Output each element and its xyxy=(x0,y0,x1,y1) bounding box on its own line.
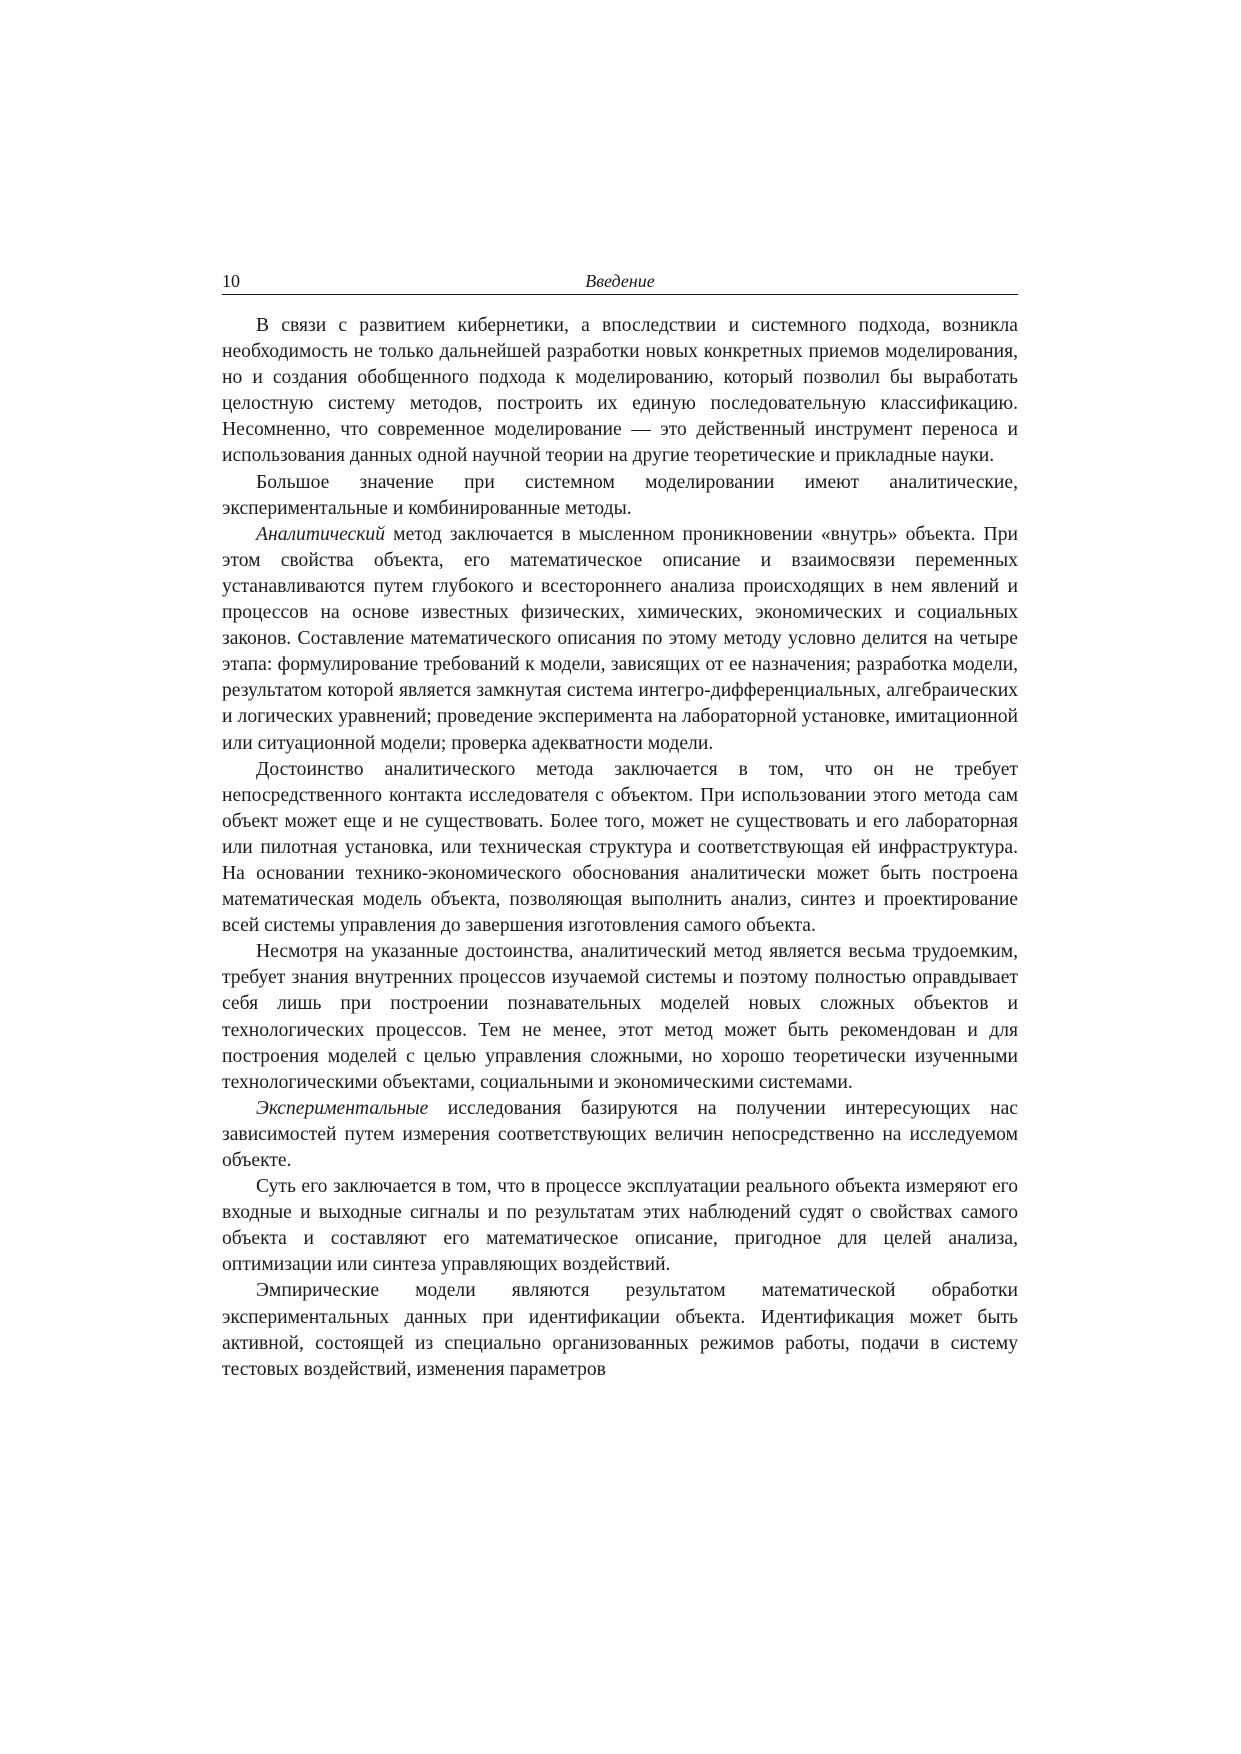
paragraph-text: В связи с развитием кибернетики, а впоследствии и системного подхода, возникла необходимость не только дальнейшей разработки новых конкретных приемов моделирования, но и создания обобщенного подхода к моделированию, который позволил бы выработать целостную систему методов, построить их единую последовательную классификацию. Несомненно, что современное моделирование — это действенный инструмент переноса и использования данных одной научной теории на другие теоретические и прикладные науки. xyxy=(222,315,1018,467)
paragraph-text: Большое значение при системном моделировании имеют аналитические, экспериментальные и комбинированные методы. xyxy=(222,471,1018,519)
book-page xyxy=(222,268,1018,1383)
paragraph xyxy=(222,1096,1018,1174)
term-analytical: Аналитический xyxy=(256,523,386,545)
paragraph-text: Достоинство аналитического метода заключается в том, что он не требует непосредственного контакта исследователя с объектом. При использовании этого метода сам объект может еще и не существовать. Более того, может не существовать и его лабораторная или пилотная установка, или техническая структура и соответствующая ей инфраструктура. На основании технико-экономического обоснования аналитически может быть построена математическая модель объекта, позволяющая выполнить анализ, синтез и проектирование всей системы управления до завершения изготовления самого объекта. xyxy=(222,758,1018,937)
page-number: 10 xyxy=(222,271,240,291)
paragraph-text: исследования базируются на получении интересующих нас зависимостей путем измерения соответствующих величин непосредственно на исследуемом объекте. xyxy=(222,1097,1018,1171)
paragraph xyxy=(222,313,1018,470)
paragraph xyxy=(222,470,1018,522)
paragraph-text: Эмпирические модели являются результатом математической обработки экспериментальных данных при идентификации объекта. Идентификация может быть активной, состоящей из специально организованных режимов работы, подачи в систему тестовых воздействий, изменения параметров xyxy=(222,1280,1018,1380)
paragraph-text: Несмотря на указанные достоинства, аналитический метод является весьма трудоемким, требует знания внутренних процессов изучаемой системы и поэтому полностью оправдывает себя лишь при построении познавательных моделей новых сложных объектов и технологических процессов. Тем не менее, этот метод может быть рекомендован и для построения моделей с целью управления сложными, но хорошо теоретически изученными технологическими объектами, социальными и экономическими системами. xyxy=(222,941,1018,1093)
term-experimental: Экспериментальные xyxy=(256,1097,429,1119)
paragraph xyxy=(222,757,1018,940)
paragraph xyxy=(222,522,1018,757)
paragraph-text: метод заключается в мысленном проникновении «внутрь» объекта. При этом свойства объекта, его математическое описание и взаимосвязи переменных устанавливаются путем глубокого и всестороннего анализа происходящих в нем явлений и процессов на основе известных физических, химических, экономических и социальных законов. Составление математического описания по этому методу условно делится на четыре этапа: формулирование требований к модели, зависящих от ее назначения; разработка модели, результатом которой является замкнутая система интегро-дифференциальных, алгебраических и логических уравнений; проведение эксперимента на лабораторной установке, имитационной или ситуационной модели; проверка адекватности модели. xyxy=(222,523,1018,754)
paragraph-text: Суть его заключается в том, что в процессе эксплуатации реального объекта измеряют его входные и выходные сигналы и по результатам этих наблюдений судят о свойствах самого объекта и составляют его математическое описание, пригодное для целей анализа, оптимизации или синтеза управляющих воздействий. xyxy=(222,1176,1018,1276)
paragraph xyxy=(222,1278,1018,1382)
running-head xyxy=(222,268,1018,295)
section-title: Введение xyxy=(585,271,655,291)
paragraph xyxy=(222,1174,1018,1278)
paragraph xyxy=(222,939,1018,1096)
body-text xyxy=(222,313,1018,1383)
